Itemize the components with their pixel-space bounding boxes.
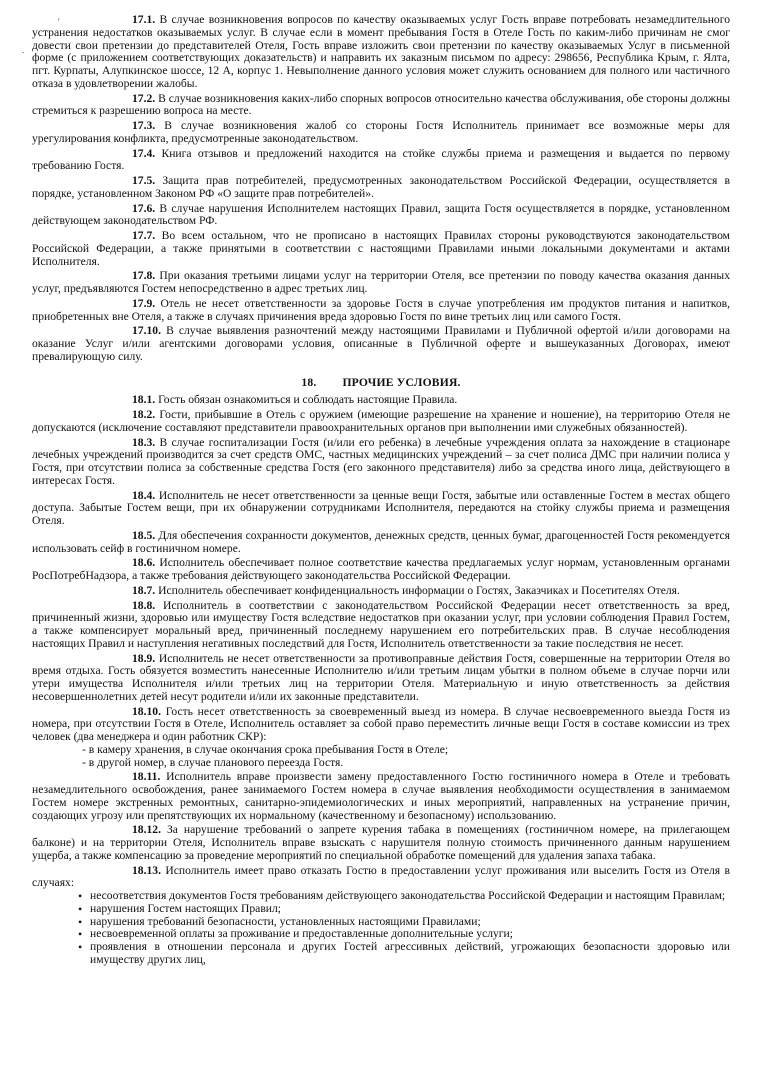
clause-text: Исполнитель не несет ответственности за противоправные действия Гостя, совершенные на территории Отеля во время отдыха. Гость обязуется возместить нанесенные Исполнителю и/или третьим лицам убытки в полном объеме в случае порчи или утери имущества Исполнителя и/или третьих лиц на территории Отеля. Материальную и иную ответственность за действия несовершеннолетних детей несут родители и/или их законные представители. [32, 651, 730, 703]
clause [32, 394, 730, 407]
clause-number: 17.3. [132, 119, 156, 132]
clause [32, 93, 730, 119]
clause-text: В случае выявления разночтений между настоящими Правилами и Публичной офертой и/или договорами на оказание Услуг и/или агентскими договорами условия, описанные в Публичной оферте и вышеуказанных Договорах, имеют превалирующую силу. [32, 324, 730, 363]
clause-number: 18.6. [132, 556, 156, 570]
bullet-text: нарушения Гостем настоящих Правил; [90, 901, 282, 915]
bullet-text: нарушения требований безопасности, установленных настоящими Правилами; [90, 914, 481, 928]
clause-text: Исполнитель обеспечивает конфиденциальность информации о Гостях, Заказчиках и Посетителях Отеля. [158, 583, 680, 597]
bullet-text: проявления в отношении персонала и других Гостей агрессивных действий, угрожающих безопасности здоровью или имуществу других лиц, [90, 940, 730, 966]
clause-18-10-items [32, 744, 730, 770]
clause-number: 17.6. [132, 201, 156, 215]
clause-text: Исполнитель имеет право отказать Гостю в предоставлении услуг проживания или выселить Гостя из Отеля в случаях: [32, 863, 730, 890]
bullet-text: несоответствия документов Гостя требованиям действующего законодательства Российской Федерации и настоящим Правилам; [90, 889, 726, 902]
clause-number: 17.7. [132, 229, 156, 242]
clause-text: Для обеспечения сохранности документов, денежных средств, ценных бумаг, драгоценностей Гостя рекомендуется использовать сейф в гостиничном номере. [32, 528, 730, 555]
scan-mark: . [22, 45, 25, 55]
clause-text: Исполнитель не несет ответственности за ценные вещи Гостя, забытые или оставленные Гостем в местах общего доступа. Забытые Гостем вещи, при их обнаружении сотрудниками Исполнителя, передаются на стойку службы приема и размещения Отеля. [32, 488, 730, 527]
clause-number: 17.1. [132, 13, 156, 26]
bullet-icon: • [78, 940, 83, 954]
clause-text: Защита прав потребителей, предусмотренных законодательством Российской Федерации, осуществляется в порядке, установленном Законом РФ «О защите прав потребителей». [32, 174, 730, 200]
clause [32, 585, 730, 598]
clause-number: 18.2. [132, 408, 156, 421]
clause-text: Отель не несет ответственности за здоровье Гостя в случае употребления им продуктов питания и напитков, приобретенных вне Отеля, а также в случаях причинения вреда здоровью Гостя по вине третьих лиц или самого Гостя. [32, 296, 730, 323]
clause [32, 230, 730, 268]
clause-number: 18.11. [132, 770, 161, 784]
clause [32, 437, 730, 488]
clause-number: 18.9. [132, 651, 156, 665]
section-heading-number: 18. [301, 375, 317, 389]
clause-number: 17.5. [132, 174, 156, 187]
bullet-icon: • [78, 889, 83, 903]
clause-18-13-bullets [32, 890, 730, 967]
clause [32, 175, 730, 201]
clause-number: 18.12. [132, 823, 161, 837]
clause [32, 557, 730, 583]
bullet-icon: • [78, 914, 83, 929]
clause-text: В случае возникновения каких-либо спорных вопросов относительно качества обслуживания, обе стороны должны стремиться к разрешению вопроса на месте. [32, 91, 730, 118]
clause-text: Исполнитель в соответствии с законодательством Российской Федерации несет ответственность за вред, причиненный жизни, здоровью или имуществу Гостя вследствие недостатков при оказании услуг, при условии соблюдения Правил Гостем, а также компенсирует моральный вред, причиненный последнему нарушением его потребительских прав. В случае несоблюдения настоящих Правил и наступления негативных последствий для Гостя, Исполнитель ответственности за такие последствия не несет. [32, 598, 730, 650]
clause [32, 490, 730, 528]
clause [32, 270, 730, 296]
clause-number: 17.9. [132, 296, 156, 310]
section-heading [32, 377, 730, 390]
clause-number: 17.4. [132, 146, 156, 160]
bullet-icon: • [78, 901, 83, 916]
clause-text: Исполнитель обеспечивает полное соответствие качества предлагаемых услуг нормам, установленным органами РосПотребНадзора, а также требования действующего законодательства Российской Федерации. [32, 556, 730, 582]
clause-number: 17.10. [132, 324, 161, 338]
clause-number: 18.7. [132, 583, 156, 597]
clause-text: В случае возникновения жалоб со стороны Гостя Исполнитель принимает все возможные меры для урегулирования конфликта, предусмотренные законодательством. [32, 119, 730, 145]
bullet-item [32, 941, 730, 967]
clause-number: 18.10. [132, 704, 161, 718]
clause-number: 18.8. [132, 598, 156, 612]
clause-number: 18.1. [132, 393, 156, 407]
clause [32, 706, 730, 744]
clause-number: 18.3. [132, 435, 156, 449]
clause [32, 409, 730, 435]
clause-number: 18.4. [132, 488, 156, 502]
clause-number: 17.2. [132, 91, 156, 105]
clause-number: 18.13. [132, 863, 161, 877]
section-17 [32, 14, 730, 364]
clause-text: Во всем остальном, что не прописано в настоящих Правилах стороны руководствуются законодательством Российской Федерации, а также принятыми в соответствии с настоящими Правилами иными локальными документами и актами Исполнителя. [32, 229, 730, 268]
clause-text: Исполнитель вправе произвести замену предоставленного Гостю гостиничного номера в Отеле и требовать незамедлительного освобождения, ранее занимаемого Гостем номера в случае выявления необходимости осуществления в занимаемом Гостем номере экстренных ремонтных, санитарно-эпидемиологических и иных мероприятий, направленных на устранение причин, создающих угрозу или препятствующих их нормальному (качественному и безопасному) использованию. [32, 770, 730, 822]
section-18-continued [32, 771, 730, 890]
clause [32, 653, 730, 704]
section-heading-title: ПРОЧИЕ УСЛОВИЯ. [342, 375, 461, 389]
clause-text: В случае нарушения Исполнителем настоящих Правил, защита Гостя осуществляется в порядке, установленном действующем законодательством РФ. [32, 201, 730, 228]
clause-number: 18.5. [132, 528, 156, 542]
document-body [32, 12, 730, 967]
list-item: - в камеру хранения, в случае окончания срока пребывания Гостя в Отеле; [82, 742, 449, 756]
clause [32, 824, 730, 862]
clause-text: В случае возникновения вопросов по качеству оказываемых услуг Гость вправе потребовать незамедлительного устранения недостатков оказываемых услуг. В случае если в момент пребывания Гостя в Отеле Гость по каким-либо причинам не смог довести свои претензии до представителей Отеля, Гость вправе изложить свои претензии по качеству оказываемых Услуг в письменной форме (с приложением соответствующих доказательств) и направить их заказным письмом по адресу: 298656, Республика Крым, г. Ялта, пгт. Курпаты, Алупкинское шоссе, 12 А, корпус 1. Невыполнение данного условия может служить основанием для полного или частичного отказа в удовлетворении жалобы. [32, 13, 730, 90]
clause-number: 17.8. [132, 269, 156, 283]
bullet-text: несвоевременной оплаты за проживание и предоставленные дополнительные услуги; [90, 927, 513, 941]
clause [32, 120, 730, 146]
clause-text: Книга отзывов и предложений находится на стойке службы приема и размещения и выдается по первому требованию Гостя. [32, 146, 730, 173]
clause [32, 771, 730, 822]
clause [32, 203, 730, 229]
clause-text: Гость обязан ознакомиться и соблюдать настоящие Правила. [158, 393, 458, 407]
clause-text: Гости, прибывшие в Отель с оружием (имеющие разрешение на хранение и ношение), на территорию Отеля не допускаются (исключение составляют представители правоохранительных органов при выполнении ими служебных обязанностей). [32, 408, 730, 434]
clause-text: При оказания третьими лицами услуг на территории Отеля, все претензии по поводу качества оказания данных услуг, предъявляются Гостем непосредственно в адрес третьих лиц. [32, 269, 730, 295]
clause [32, 14, 730, 91]
clause-text: Гость несет ответственность за своевременный выезд из номера. В случае несвоевременного выезда Гостя из номера, при отсутствии Гостя в Отеле, Исполнитель оставляет за собой право переместить личные вещи Гостя в составе комиссии из трех человек (два менеджера и один работник СКР): [32, 704, 731, 743]
clause-text: За нарушение требований о запрете курения табака в помещениях (гостиничном номере, на прилегающем балконе) и на территории Отеля, Исполнитель вправе взыскать с нарушителя полную стоимость причиненного данным нарушением ущерба, а также компенсацию за проведение мероприятий по специальной обработке помещений для удаления запаха табака. [32, 823, 730, 862]
clause-text: В случае госпитализации Гостя (и/или его ребенка) в лечебные учреждения оплата за нахождение в стационаре лечебных учреждений производится за счет средств ОМС, частных медицинских учреждений – за счет полиса ДМС при наличии полиса у Гостя, при отсутствии полиса за собственные средства Гостя (его законного представителя) либо за средства иного лица, действующего в интересах Гостя. [32, 435, 730, 487]
clause [32, 600, 730, 651]
clause [32, 325, 730, 363]
clause [32, 298, 730, 324]
scan-mark: ' [58, 17, 60, 27]
bullet-icon: • [78, 927, 83, 942]
clause [32, 148, 730, 174]
clause [32, 530, 730, 556]
list-item: - в другой номер, в случае планового переезда Гостя. [82, 755, 344, 769]
clause [32, 865, 730, 891]
section-18 [32, 394, 730, 744]
